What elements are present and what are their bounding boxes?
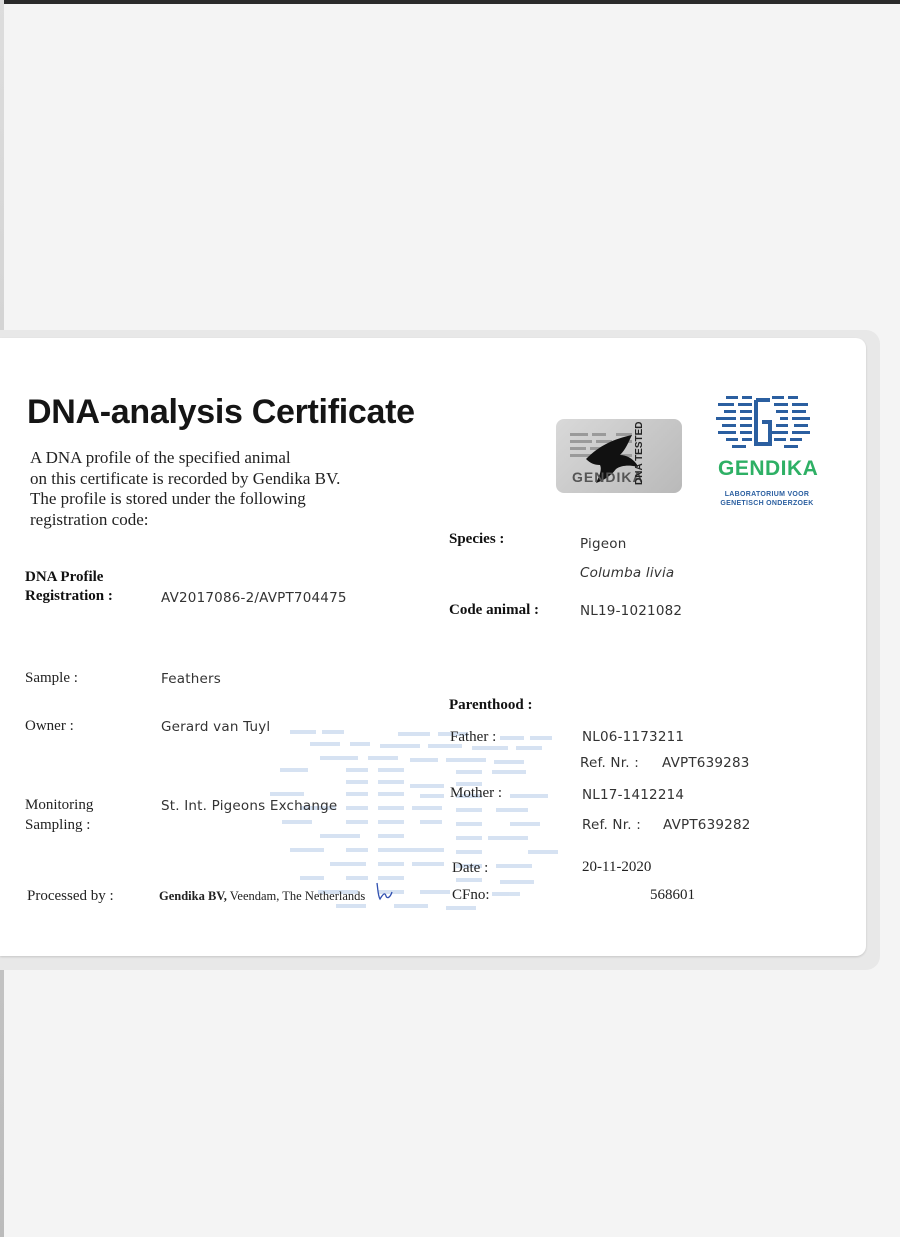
cfno-label: CFno: (452, 887, 490, 903)
owner-label: Owner : (25, 718, 74, 734)
monitoring-value: St. Int. Pigeons Exchange (161, 798, 338, 814)
gendika-logo-name: GENDIKA (718, 457, 819, 480)
father-ref-label: Ref. Nr. : (580, 755, 639, 771)
date-label: Date : (452, 860, 489, 876)
processed-by-location: Veendam, The Netherlands (229, 889, 366, 903)
date-value: 20-11-2020 (582, 859, 652, 875)
intro-text (30, 448, 390, 530)
dna-profile-value: AV2017086-2/AVPT704475 (161, 590, 347, 606)
intro-line: registration code: (30, 509, 149, 529)
gendika-logo-icon (714, 394, 818, 454)
monitoring-label: Monitoring (25, 797, 94, 813)
father-ref-value: AVPT639283 (662, 755, 750, 771)
code-animal-value: NL19-1021082 (580, 603, 683, 619)
gendika-logo-subtitle (714, 491, 820, 508)
mother-label: Mother : (450, 785, 503, 801)
mother-value: NL17-1412214 (582, 787, 685, 803)
species-label: Species : (449, 531, 505, 547)
mother-ref-label: Ref. Nr. : (582, 817, 641, 833)
signature-mark (375, 880, 397, 902)
mother-ref-value: AVPT639282 (663, 817, 751, 833)
intro-line: A DNA profile of the specified animal (30, 448, 291, 467)
species-common: Pigeon (580, 536, 627, 552)
stamp-tag: DNA TESTED (634, 421, 645, 485)
logo-subtitle-line: LABORATORIUM VOOR (724, 491, 810, 498)
dna-tested-stamp (556, 419, 682, 493)
sampling-label: Sampling : (25, 817, 91, 833)
intro-line: on this certificate is recorded by Gendika BV. (30, 468, 341, 488)
father-value: NL06-1173211 (582, 729, 685, 745)
sample-label: Sample : (25, 670, 78, 686)
logo-subtitle-line: GENETISCH ONDERZOEK (720, 499, 814, 507)
registration-label: Registration : (25, 588, 113, 604)
cfno-value: 568601 (650, 887, 695, 903)
certificate-title: DNA-analysis Certificate (27, 393, 415, 431)
sample-value: Feathers (161, 671, 221, 687)
processed-by-label: Processed by : (27, 888, 114, 904)
intro-line: The profile is stored under the following (30, 489, 306, 508)
processed-by-company: Gendika BV, (159, 889, 227, 903)
species-latin: Columba livia (580, 565, 675, 581)
scan-edge (0, 0, 900, 4)
stamp-brand: GENDIKA (572, 469, 644, 485)
owner-value: Gerard van Tuyl (161, 719, 271, 735)
code-animal-label: Code animal : (449, 602, 539, 618)
parenthood-label: Parenthood : (449, 697, 533, 713)
father-label: Father : (450, 729, 497, 745)
dna-profile-label: DNA Profile (25, 569, 104, 585)
processed-by-value (159, 889, 365, 904)
